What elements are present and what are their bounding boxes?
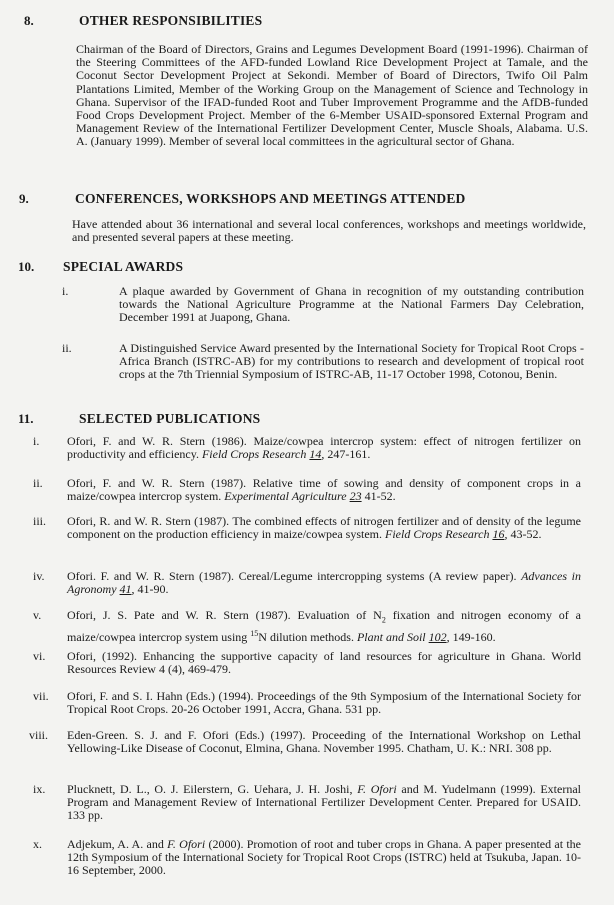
section-8-body: Chairman of the Board of Directors, Grains and Legumes Development Board (1991-1996). Chairman of the Steering Committees of the AFD-funded Lowland Rice Development Project at Tamale, and the Coconut Sector Development Project at Sekondi. Member of Board of Directors, Twifo Oil Palm Plantations Limited, Member of the Working Group on the Management of Science and Technology in Ghana. Supervisor of the IFAD-funded Root and Tuber Improvement Programme and the AfDB-funded Food Crops Development Project. Member of the 6-Member USAID-sponsored External Program and Management Review of the International Fertilizer Development Center, Muscle Shoals, Alabama. U.S. A. (January 1999). Member of several local committees in the agricultural sector of Ghana. bbox=[76, 42, 588, 149]
pub-10-numeral: x. bbox=[33, 837, 42, 851]
section-10-number: 10. bbox=[18, 259, 35, 274]
pub-5-citation-c: N dilution methods. bbox=[258, 629, 357, 644]
pub-2-numeral: ii. bbox=[33, 476, 43, 490]
pub-4-entry bbox=[67, 570, 581, 596]
pub-2-citation: Ofori, F. and W. R. Stern (1987). Relative time of sowing and density of component crops in a maize/cowpea intercrop system. bbox=[67, 476, 581, 504]
pub-1-journal: Field Crops Research bbox=[201, 447, 310, 462]
pub-10-citation-b: (2000). Promotion of root and tuber crops in Ghana. A paper presented at the 12th Symposium of the International Society for Tropical Root Crops (ISTRC) held at Tsukuba, Japan. 10-16 September, 2000. bbox=[67, 837, 581, 878]
pub-5-numeral: v. bbox=[33, 608, 42, 622]
award-1-text: A plaque awarded by Government of Ghana in recognition of my outstanding contribution towards the National Agriculture Programme at the National Farmers Day Celebration, December 1991 at Juapong, Ghana. bbox=[119, 284, 584, 325]
pub-4-pages: , 41-90. bbox=[131, 582, 169, 597]
section-9-title: CONFERENCES, WORKSHOPS AND MEETINGS ATTENDED bbox=[75, 191, 466, 206]
pub-7-entry: Ofori, F. and S. I. Hahn (Eds.) (1994). Proceedings of the 9th Symposium of the International Society for Tropical Root Crops. 20-26 October 1991, Accra, Ghana. 531 pp. bbox=[67, 689, 581, 717]
pub-2-volume: 23 bbox=[349, 489, 362, 504]
award-2-text: A Distinguished Service Award presented by the International Society for Tropical Root Crops - Africa Branch (ISTRC-AB) for my contributions to research and development of tropical root crops at the 7th Triennial Symposium of ISTRC-AB, 11-17 October 1998, Cotonou, Benin. bbox=[119, 341, 584, 382]
pub-2-journal: Experimental Agriculture bbox=[224, 489, 350, 504]
pub-2-entry bbox=[67, 477, 581, 503]
section-11-number: 11. bbox=[18, 411, 34, 426]
pub-4-volume: 41 bbox=[119, 582, 132, 597]
pub-8-numeral: viii. bbox=[29, 728, 49, 742]
pub-6-numeral: vi. bbox=[33, 649, 46, 663]
award-1-numeral: i. bbox=[62, 284, 69, 298]
pub-5-subscript: 2 bbox=[381, 615, 386, 625]
pub-3-numeral: iii. bbox=[33, 514, 47, 528]
pub-5-pages: , 149-160. bbox=[446, 629, 496, 644]
pub-1-numeral: i. bbox=[33, 434, 40, 448]
pub-5-journal: Plant and Soil bbox=[356, 629, 429, 644]
section-11-title: SELECTED PUBLICATIONS bbox=[79, 411, 261, 426]
pub-5-volume: 102 bbox=[428, 629, 447, 644]
pub-1-entry bbox=[67, 435, 581, 461]
pub-7-numeral: vii. bbox=[33, 689, 49, 703]
pub-5-citation-a: Ofori, J. S. Pate and W. R. Stern (1987). Evaluation of N bbox=[67, 608, 382, 622]
section-8-title: OTHER RESPONSIBILITIES bbox=[79, 13, 263, 28]
pub-1-volume: 14 bbox=[309, 447, 322, 462]
pub-9-citation-a: Plucknett, D. L., O. J. Eilerstern, G. Uehara, J. H. Joshi, bbox=[67, 782, 358, 796]
section-9-number: 9. bbox=[19, 191, 29, 206]
pub-10-author-italic: F. Ofori bbox=[167, 837, 206, 851]
award-2-numeral: ii. bbox=[62, 341, 72, 355]
pub-1-citation: Ofori, F. and W. R. Stern (1986). Maize/cowpea intercrop system: effect of nitrogen fertilizer on productivity and efficiency. bbox=[67, 434, 581, 462]
pub-2-pages: 41-52. bbox=[361, 489, 396, 504]
pub-3-pages: , 43-52. bbox=[504, 527, 542, 542]
pub-3-citation: Ofori, R. and W. R. Stern (1987). The combined effects of nitrogen fertilizer and of density of the legume component on the production efficiency in maize/cowpea system. bbox=[67, 514, 581, 542]
pub-3-volume: 16 bbox=[492, 527, 505, 542]
pub-3-journal: Field Crops Research bbox=[385, 527, 493, 542]
pub-10-entry bbox=[67, 838, 581, 878]
pub-4-citation: Ofori. F. and W. R. Stern (1987). Cereal/Legume intercropping systems (A review paper). bbox=[67, 569, 522, 583]
section-10-title: SPECIAL AWARDS bbox=[63, 259, 184, 274]
pub-5-citation-b: fixation and nitrogen economy of a maize/cowpea intercrop system using bbox=[67, 608, 581, 644]
pub-4-numeral: iv. bbox=[33, 569, 45, 583]
pub-9-numeral: ix. bbox=[33, 782, 46, 796]
pub-3-entry bbox=[67, 515, 581, 541]
pub-1-pages: , 247-161. bbox=[321, 447, 371, 462]
pub-9-entry bbox=[67, 783, 581, 823]
pub-5-superscript: 15 bbox=[250, 628, 259, 638]
pub-4-journal: Advances in Agronomy bbox=[67, 569, 581, 597]
pub-5-entry bbox=[67, 609, 581, 644]
pub-8-entry: Eden-Green. S. J. and F. Ofori (Eds.) (1997). Proceeding of the International Workshop on Lethal Yellowing-Like Disease of Coconut, Elmina, Ghana. November 1995. Chatham, U. K.: NRI. 308 pp. bbox=[67, 728, 581, 756]
pub-9-author-italic: F. Ofori bbox=[357, 782, 397, 796]
section-9-body: Have attended about 36 international and several local conferences, workshops and meetings worldwide, and presented several papers at these meeting. bbox=[72, 217, 586, 245]
section-8-number: 8. bbox=[24, 13, 34, 28]
pub-6-entry: Ofori, (1992). Enhancing the supportive capacity of land resources for agriculture in Ghana. World Resources Review 4 (4), 469-479. bbox=[67, 649, 581, 677]
pub-10-citation-a: Adjekum, A. A. and bbox=[67, 837, 168, 851]
pub-9-citation-b: and M. Yudelmann (1999). External Program and Management Review of International Fertilizer Development Center. Prepared for USAID. 133 pp. bbox=[67, 782, 581, 823]
